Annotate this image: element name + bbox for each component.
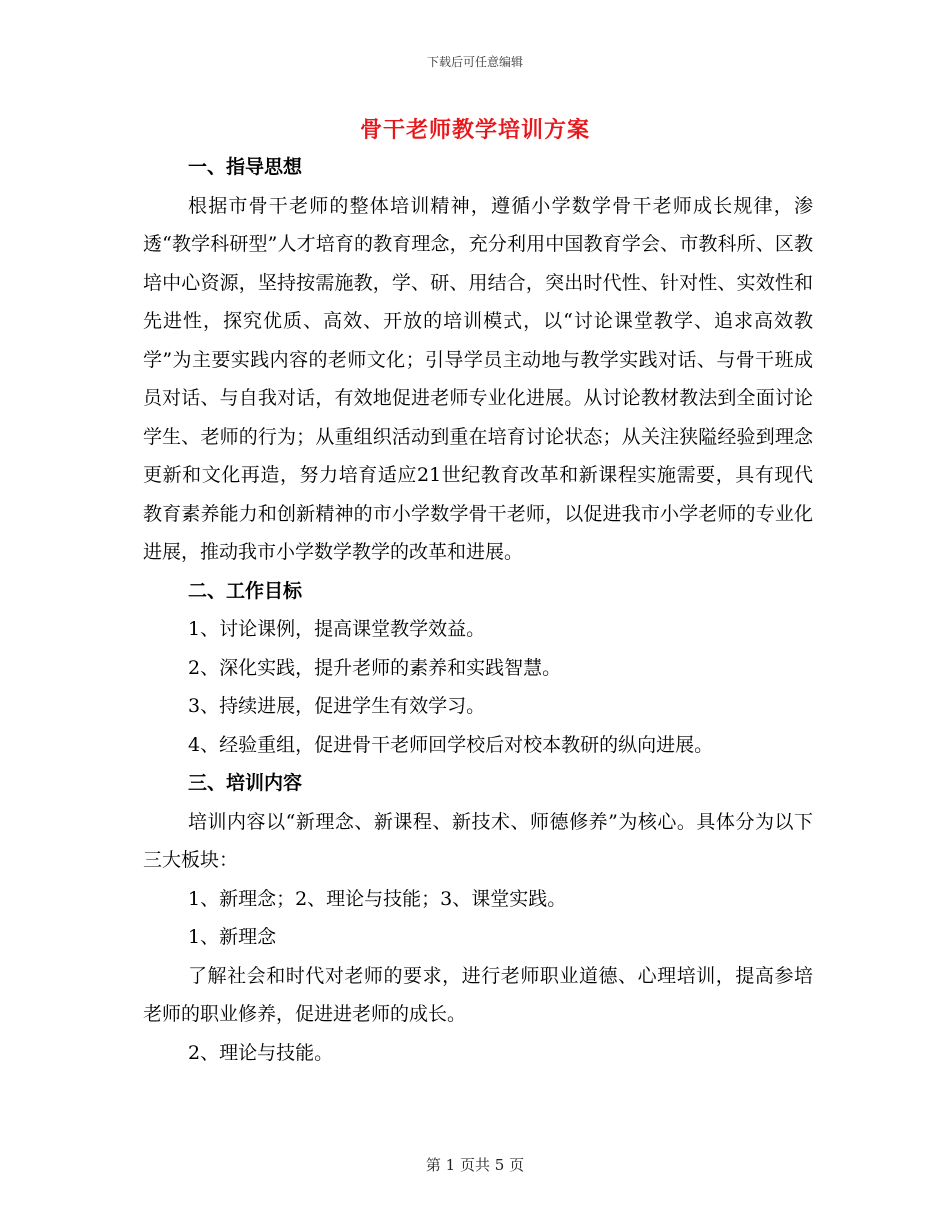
document-title: 骨干老师教学培训方案: [359, 117, 590, 143]
section-heading-training-content: 三、培训内容: [188, 772, 303, 794]
subheading-new-concepts: 1、新理念: [188, 926, 277, 948]
content-module-list: 1、新理念；2、理论与技能；3、课堂实践。: [188, 887, 567, 910]
document-body: [143, 148, 813, 1072]
goal-item: 1、讨论课例，提高课堂教学效益。: [188, 618, 486, 640]
goal-item: 2、深化实践，提升老师的素养和实践智慧。: [188, 656, 562, 679]
goal-item: 4、经验重组，促进骨干老师回学校后对校本教研的纵向进展。: [188, 733, 714, 756]
section-heading-work-goals: 二、工作目标: [188, 579, 303, 602]
section-paragraph-guiding-ideology: 根据市骨干老师的整体培训精神，遵循小学数学骨干老师成长规律，渗透“教学科研型”人才培育的教育理念，充分利用中国教育学会、市教科所、区教培中心资源，坚持按需施教，学、研、用结合，突出时代性、针对性、实效性和先进性，探究优质、高效、开放的培训模式，以“讨论课堂教学、追求高效教学”为主要实践内容的老师文化；引导学员主动地与教学实践对话、与骨干班成员对话、与自我对话，有效地促进老师专业化进展。从讨论教材教法到全面讨论学生、老师的行为；从重组织活动到重在培育讨论状态；从关注狭隘经验到理念更新和文化再造，努力培育适应21世纪教育改革和新课程实施需要，具有现代教育素养能力和创新精神的市小学数学骨干老师，以促进我市小学老师的专业化进展，推动我市小学数学教学的改革和进展。: [143, 194, 813, 563]
page-footer: 第 1 页共 5 页: [425, 1156, 525, 1174]
header-note: 下载后可任意编辑: [426, 55, 523, 69]
section-heading-guiding-ideology: 一、指导思想: [188, 156, 303, 178]
goal-item: 3、持续进展，促进学生有效学习。: [188, 695, 486, 717]
subheading-theory-skills: 2、理论与技能。: [188, 1041, 334, 1064]
paragraph-new-concepts: 了解社会和时代对老师的要求，进行老师职业道德、心理培训，提高参培老师的职业修养，促进进老师的成长。: [143, 964, 813, 1025]
section-paragraph-training-content: 培训内容以“新理念、新课程、新技术、师德修养”为核心。具体分为以下三大板块：: [143, 810, 813, 871]
